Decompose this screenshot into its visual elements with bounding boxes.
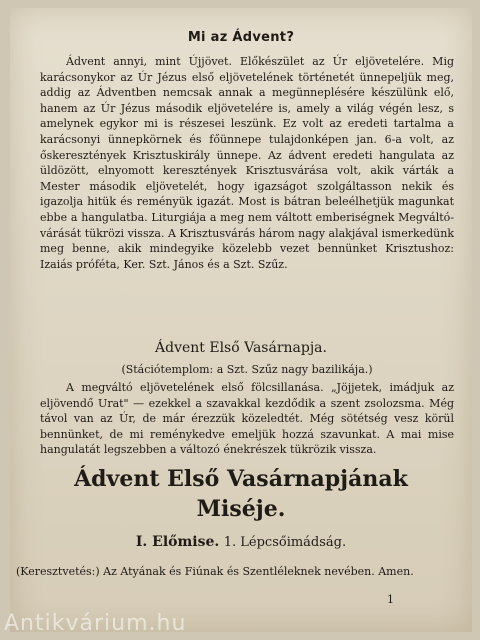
mass-title-line1: Ádvent Első Vasárnapjának <box>74 466 408 492</box>
sign-of-cross-block <box>10 564 472 579</box>
page-number: 1 <box>387 593 394 606</box>
paragraph-advent-meaning: Ádvent annyi, mint Újjövet. Előkészület az Úr eljövetelére. Mig karácsonykor az Úr Jézus első eljövetelének történetét ünnepeljük meg, addig az Ádventben nemcsak annak a megünneplésére készülünk elő, hanem az Úr Jézus második eljövetelére is, amely a világ végén lesz, s amelynek egykor mi is részesei leszünk. Ez volt az eredeti tartalma a karácsonyi ünnepkörnek és főünnepe tulajdonképen jan. 6-a volt, az őskeresztények Krisztuskirály ünnepe. Az ádvent eredeti hangulata az üldözött, elnyomott keresztények Krisztusvárása volt, akik várták a Mester második eljövetelét, hogy igazságot szolgáltasson nekik és igazolja hitük és reményük igazát. Most is bátran beleélhetjük magunkat ebbe a hangulatba. Liturgiája a meg nem váltott emberiségnek Megváltó-várását tükrözi vissza. A Krisztusvárás három nagy alakjával ismerkedünk meg benne, akik mindegyike közelebb vezet bennünket Krisztushoz: Izaiás próféta, Ker. Szt. János és a Szt. Szűz. <box>40 55 455 271</box>
watermark-logo: Antikvárium.hu <box>4 611 187 636</box>
station-church-block <box>10 362 472 377</box>
station-church-note: (Stációtemplom: a Szt. Szűz nagy bazilikája.) <box>121 363 373 376</box>
heading-what-is-advent: Mi az Ádvent? <box>187 30 295 45</box>
sign-of-cross-text: (Keresztvetés:) Az Atyának és Fiúnak és Szentléleknek nevében. Amen. <box>16 565 414 578</box>
heading-first-sunday: Ádvent Első Vasárnapja. <box>155 340 327 356</box>
section-prayers: 1. Lépcsőimádság. <box>223 535 347 550</box>
first-sunday-heading-block <box>10 340 472 356</box>
advent-explanation <box>10 54 472 272</box>
pre-mass-heading <box>10 534 472 550</box>
paragraph-first-sunday: A megváltó eljövetelének első fölcsillanása. „Jöjjetek, imádjuk az eljövendő Urat" — ezekkel a szavakkal kezdődik a szent zsolozsma. Még távol van az Úr, de már érezzük közeledtét. Még sötétség vesz körül bennünket, de mi reménykedve emeljük hozzá szavunkat. A mai mise hangulatát legszebben a változó énekrészek tükrözik vissza. <box>40 381 454 457</box>
book-page <box>10 8 472 632</box>
first-sunday-text <box>10 380 472 458</box>
section-pre-mass: I. Előmise. <box>135 534 220 550</box>
section-what-is-advent <box>10 30 472 45</box>
mass-title-line2: Miséje. <box>196 496 286 522</box>
mass-title-block <box>10 464 472 524</box>
